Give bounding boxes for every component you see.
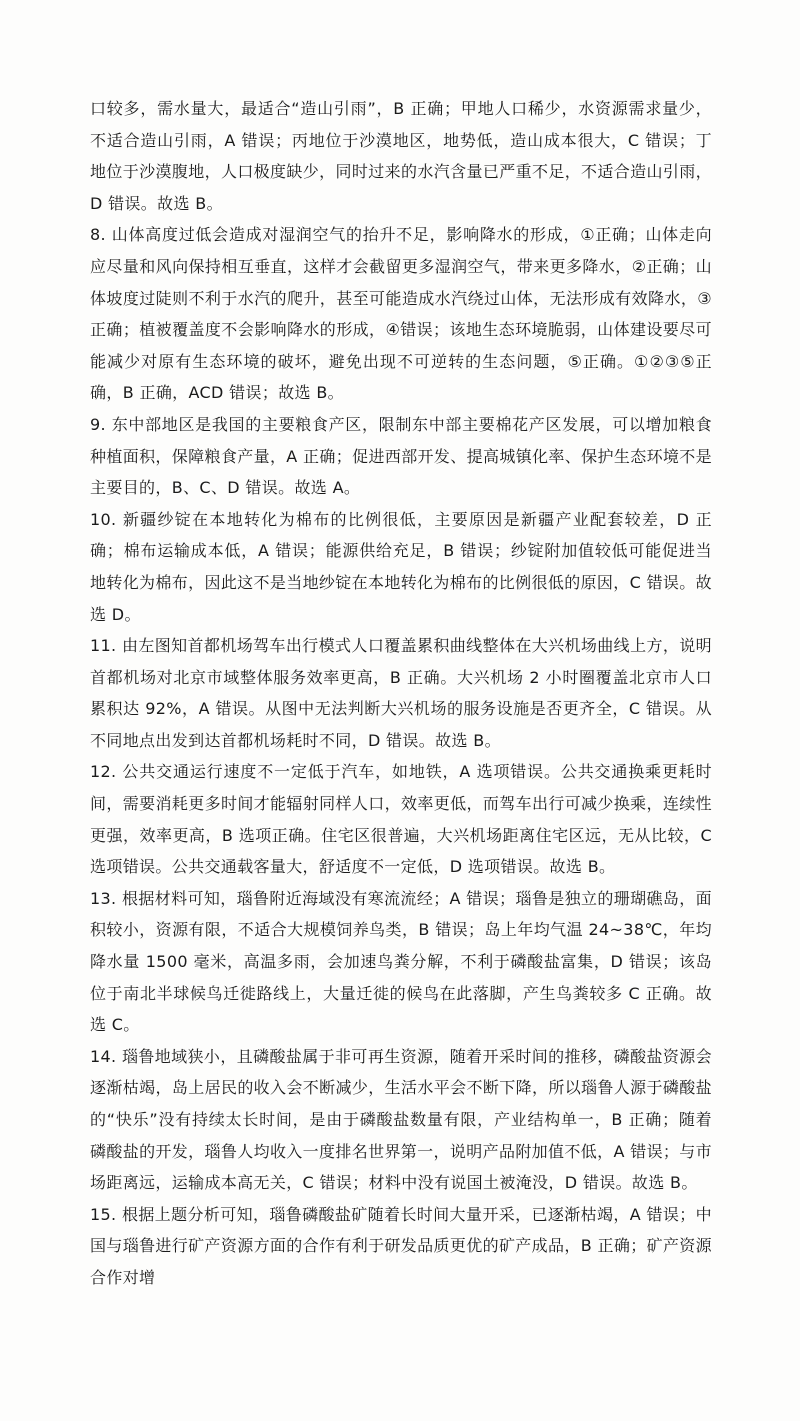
answer-paragraph-8: 8. 山体高度过低会造成对湿润空气的抬升不足，影响降水的形成，①正确；山体走向应尽量和风向保持相互垂直，这样才会截留更多湿润空气，带来更多降水，②正确；山体坡度过陡则不利于水汽的爬升，甚至可能造成水汽绕过山体，无法形成有效降水，③正确；植被覆盖度不会影响降水的形成，④错误；该地生态环境脆弱，山体建设要尽可能减少对原有生态环境的破坏，避免出现不可逆转的生态问题，⑤正确。①②③⑤正确，B 正确，ACD 错误；故选 B。 [90,225,712,403]
answer-paragraph-10: 10. 新疆纱锭在本地转化为棉布的比例很低，主要原因是新疆产业配套较差，D 正确；棉布运输成本低，A 错误；能源供给充足，B 错误；纱锭附加值较低可能促进当地转化为棉布，因此这不是当地纱锭在本地转化为棉布的比例很低的原因，C 错误。故选 D。 [90,509,712,624]
answer-paragraph-9: 9. 东中部地区是我国的主要粮食产区，限制东中部主要棉花产区发展，可以增加粮食种植面积，保障粮食产量，A 正确；促进西部开发、提高城镇化率、保护生态环境不是主要目的，B、C、D 错误。故选 A。 [90,414,712,498]
answer-paragraph-7-continued: 口较多，需水量大，最适合“造山引雨”，B 正确；甲地人口稀少，水资源需求量少，不适合造山引雨，A 错误；丙地位于沙漠地区，地势低，造山成本很大，C 错误；丁地位于沙漠腹地，人口极度缺少，同时过来的水汽含量已严重不足，不适合造山引雨，D 错误。故选 B。 [90,99,712,213]
answer-paragraph-11: 11. 由左图知首都机场驾车出行模式人口覆盖累积曲线整体在大兴机场曲线上方，说明首都机场对北京市域整体服务效率更高，B 正确。大兴机场 2 小时圈覆盖北京市人口累积达 92%，A 错误。从图中无法判断大兴机场的服务设施是否更齐全，C 错误。从不同地点出发到达首都机场耗时不同，D 错误。故选 B。 [90,636,712,750]
answer-paragraph-15: 15. 根据上题分析可知，瑙鲁磷酸盐矿随着长时间大量开采，已逐渐枯竭，A 错误；中国与瑙鲁进行矿产资源方面的合作有利于研发品质更优的矿产成品，B 正确；矿产资源合作对增 [90,1204,712,1287]
answer-paragraph-13: 13. 根据材料可知，瑙鲁附近海域没有寒流流经；A 错误；瑙鲁是独立的珊瑚礁岛，面积较小，资源有限，不适合大规模饲养鸟类，B 错误；岛上年均气温 24~38℃，年均降水量 1500 毫米，高温多雨，会加速鸟粪分解，不利于磷酸盐富集，D 错误；该岛位于南北半球候鸟迁徙路线上，大量迁徙的候鸟在此落脚，产生鸟粪较多 C 正确。故选 C。 [90,888,712,1035]
answer-paragraph-12: 12. 公共交通运行速度不一定低于汽车，如地铁，A 选项错误。公共交通换乘更耗时间，需要消耗更多时间才能辐射同样人口，效率更低，而驾车出行可减少换乘，连续性更强，效率更高，B 选项正确。住宅区很普遍，大兴机场距离住宅区远，无从比较，C 选项错误。公共交通载客量大，舒适度不一定低，D 选项错误。故选 B。 [90,762,712,877]
answer-paragraph-14: 14. 瑙鲁地域狭小，且磷酸盐属于非可再生资源，随着开采时间的推移，磷酸盐资源会逐渐枯竭，岛上居民的收入会不断减少，生活水平会不断下降，所以瑙鲁人源于磷酸盐的“快乐”没有持续太长时间，是由于磷酸盐数量有限，产业结构单一，B 正确；随着磷酸盐的开发，瑙鲁人均收入一度排名世界第一，说明产品附加值不低，A 错误；与市场距离远，运输成本高无关，C 错误；材料中没有说国土被淹没，D 错误。故选 B。 [90,1046,712,1193]
answer-text-block [90,93,712,1294]
